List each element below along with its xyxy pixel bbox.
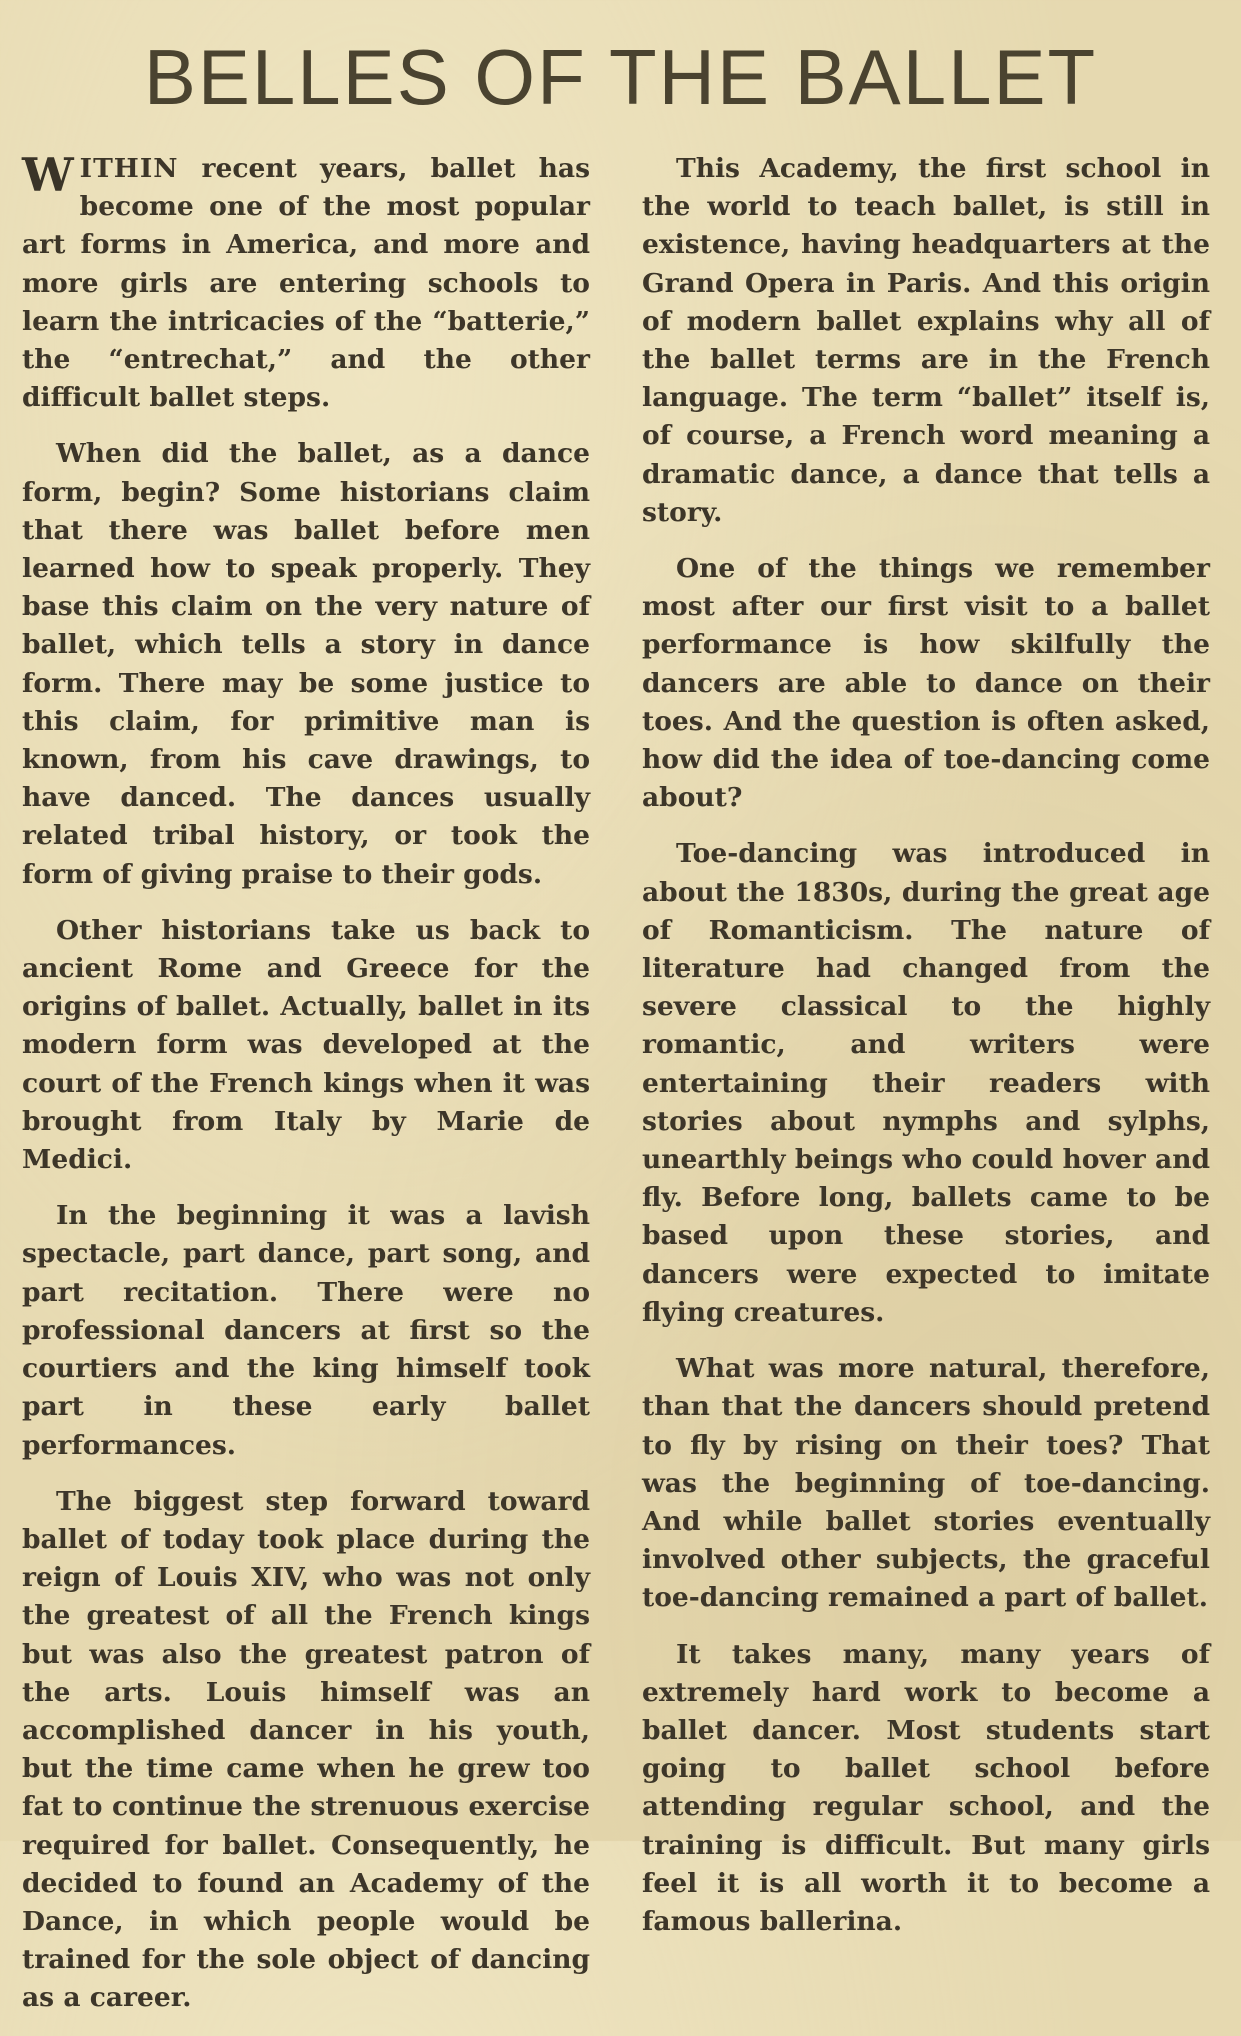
paragraph: One of the things we remember most after our first visit to a ballet performance is how skilfully the dancers are able to dance on their toes. And the question is often asked, how did the idea of toe-dancing come about?	[642, 553, 1210, 814]
right-column	[642, 150, 1210, 1959]
paragraph: Toe-dancing was introduced in about the 1830s, during the great age of Romanticism. The nature of literature had changed from the severe classical to the highly romantic, and writers were entertaining their readers with stories about nymphs and sylphs, unearthly beings who could hover and fly. Before long, ballets came to be based upon these stories, and dancers were expected to imitate flying creatures.	[642, 838, 1210, 1328]
paragraph: It takes many, many years of extremely hard work to become a ballet dancer. Most students start going to ballet school before attending regular school, and the training is difficult. But many girls feel it is all worth it to become a famous ballerina.	[642, 1638, 1210, 1937]
paragraph: When did the ballet, as a dance form, begin? Some historians claim that there was ballet before men learned how to speak properly. They base this claim on the very nature of ballet, which tells a story in dance form. There may be some justice to this claim, for primitive man is known, from his cave drawings, to have danced. The dances usually related tribal history, or took the form of giving praise to their gods.	[22, 438, 590, 890]
left-column	[22, 150, 590, 2036]
paragraph: This Academy, the first school in the world to teach ballet, is still in existence, having headquarters at the Grand Opera in Paris. And this origin of modern ballet explains why all of the ballet terms are in the French language. The term “ballet” itself is, of course, a French word meaning a dramatic dance, a dance that tells a story.	[642, 153, 1210, 528]
paragraph-text: recent years, ballet has become one of the most popular art forms in America, and more and more girls are entering schools to learn the intricacies of the “batterie,” the “entrechat,” and the other difficult ballet steps.	[22, 153, 590, 414]
paragraph: The biggest step forward toward ballet of today took place during the reign of Louis XIV, who was not only the greatest of all the French kings but was also the greatest patron of the arts. Louis himself was an accomplished dancer in his youth, but the time came when he grew too fat to continue the strenuous exercise required for ballet. Consequently, he decided to found an Academy of the Dance, in which people would be trained for the sole object of dancing as a career.	[22, 1485, 590, 2014]
drop-cap: W	[22, 148, 74, 202]
lead-word: ITHIN	[79, 153, 179, 184]
article-title: BELLES OF THE BALLET	[143, 33, 1098, 121]
paragraph: Other historians take us back to ancient Rome and Greece for the origins of ballet. Actually, ballet in its modern form was developed at the court of the French kings when it was brought from Italy by Marie de Medici.	[22, 914, 590, 1176]
paragraph	[22, 150, 590, 417]
paragraph: In the beginning it was a lavish spectacle, part dance, part song, and part recitation. There were no professional dancers at first so the courtiers and the king himself took part in these early ballet performances.	[22, 1200, 590, 1461]
paragraph: What was more natural, therefore, than that the dancers should pretend to fly by rising on their toes? That was the beginning of toe-dancing. And while ballet stories eventually involved other subjects, the graceful toe-dancing remained a part of ballet.	[642, 1353, 1210, 1614]
